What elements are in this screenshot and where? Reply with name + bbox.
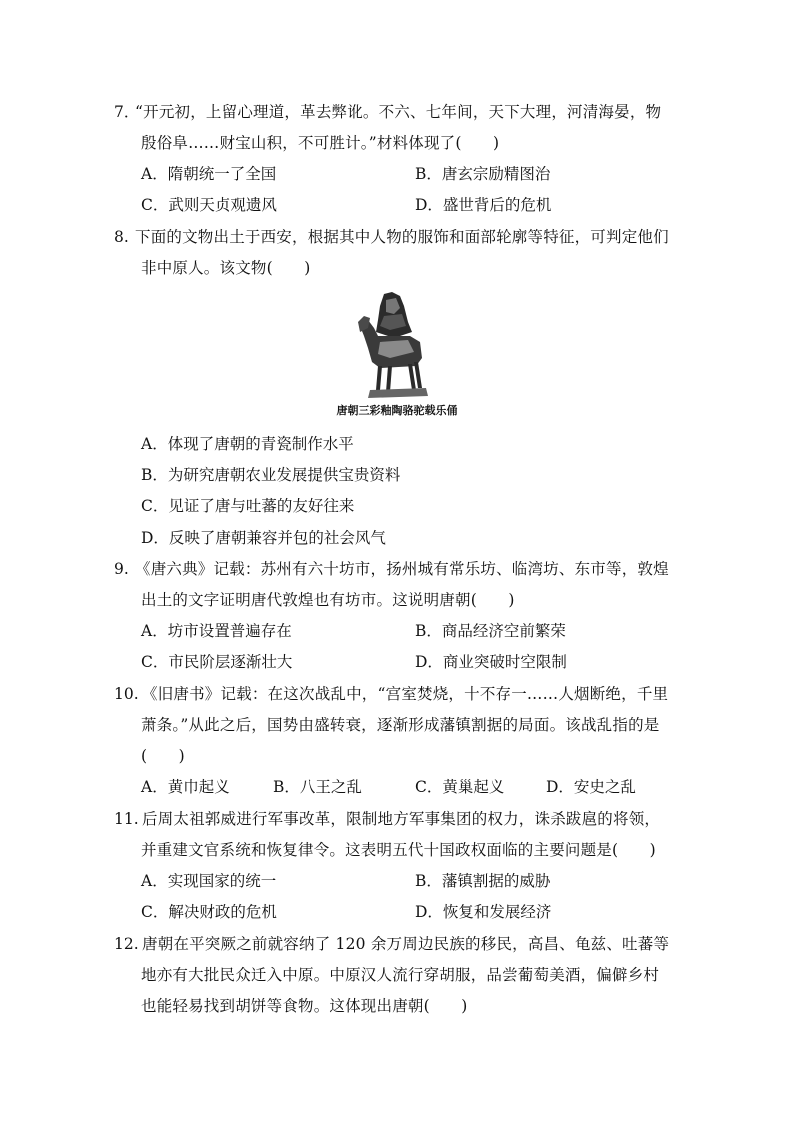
option-a: A．实现国家的统一: [141, 872, 277, 890]
option-d: D．反映了唐朝兼容并包的社会风气: [141, 529, 386, 547]
option-b: B．八王之乱: [273, 778, 362, 796]
question-stem-line: 唐朝在平突厥之前就容纳了 120 余万周边民族的移民，高昌、龟兹、吐蕃等: [142, 935, 670, 953]
figure-caption: 唐朝三彩釉陶骆驼载乐俑: [336, 404, 458, 417]
question-number: 12.: [114, 935, 139, 953]
option-d: D．安史之乱: [546, 778, 636, 796]
option-d: D．商业突破时空限制: [415, 653, 567, 671]
question-stem-line: 萧条。”从此之后，国势由盛转衰，逐渐形成藩镇割据的局面。该战乱指的是: [141, 716, 660, 734]
option-c: C．解决财政的危机: [141, 903, 277, 921]
question-stem-line: 《旧唐书》记载：在这次战乱中，“宫室焚烧，十不存一……人烟断绝，千里: [142, 685, 669, 703]
option-a: A．坊市设置普遍存在: [141, 622, 292, 640]
question-number: 9.: [114, 560, 129, 578]
option-a: A．隋朝统一了全国: [141, 165, 277, 183]
question-stem-line: 殷俗阜……财宝山积，不可胜计。”材料体现了( ): [141, 134, 500, 152]
option-b: B．唐玄宗励精图治: [415, 165, 551, 183]
question-number: 7．: [114, 103, 140, 121]
question-number: 10.: [114, 685, 139, 703]
option-b: B．商品经济空前繁荣: [415, 622, 566, 640]
option-d: D．盛世背后的危机: [415, 196, 552, 214]
option-a: A．黄巾起义: [141, 778, 230, 796]
question-stem-line: 非中原人。该文物( ): [141, 259, 311, 277]
question-stem-line: 地亦有大批民众迁入中原。中原汉人流行穿胡服，品尝葡萄美酒，偏僻乡村: [141, 966, 660, 984]
question-stem-line: 《唐六典》记载：苏州有六十坊市，扬州城有常乐坊、临湾坊、东市等，敦煌: [135, 560, 669, 578]
option-c: C．见证了唐与吐蕃的友好往来: [141, 497, 355, 515]
question-number: 11.: [114, 810, 139, 828]
option-d: D．恢复和发展经济: [415, 903, 552, 921]
question-stem-line: “开元初，上留心理道，革去弊讹。不六、七年间，天下大理，河清海晏，物: [135, 103, 662, 121]
question-stem-line: 下面的文物出土于西安，根据其中人物的服饰和面部轮廓等特征，可判定他们: [135, 228, 669, 246]
question-stem-line: 也能轻易找到胡饼等食物。这体现出唐朝( ): [141, 997, 468, 1015]
camel-figurine-image: [350, 292, 434, 400]
option-c: C．市民阶层逐渐壮大: [141, 653, 293, 671]
option-b: B．藩镇割据的威胁: [415, 872, 551, 890]
question-stem-line: 后周太祖郭威进行军事改革，限制地方军事集团的权力，诛杀跋扈的将领，: [142, 810, 661, 828]
option-c: C．黄巢起义: [415, 778, 505, 796]
question-stem-line: 并重建文官系统和恢复律令。这表明五代十国政权面临的主要问题是( ): [141, 841, 656, 859]
question-stem-line: ( ): [141, 747, 185, 765]
option-b: B．为研究唐朝农业发展提供宝贵资料: [141, 466, 401, 484]
question-stem-line: 出土的文字证明唐代敦煌也有坊市。这说明唐朝( ): [141, 591, 515, 609]
option-c: C．武则天贞观遗风: [141, 196, 277, 214]
question-number: 8.: [114, 228, 129, 246]
option-a: A．体现了唐朝的青瓷制作水平: [141, 435, 354, 453]
